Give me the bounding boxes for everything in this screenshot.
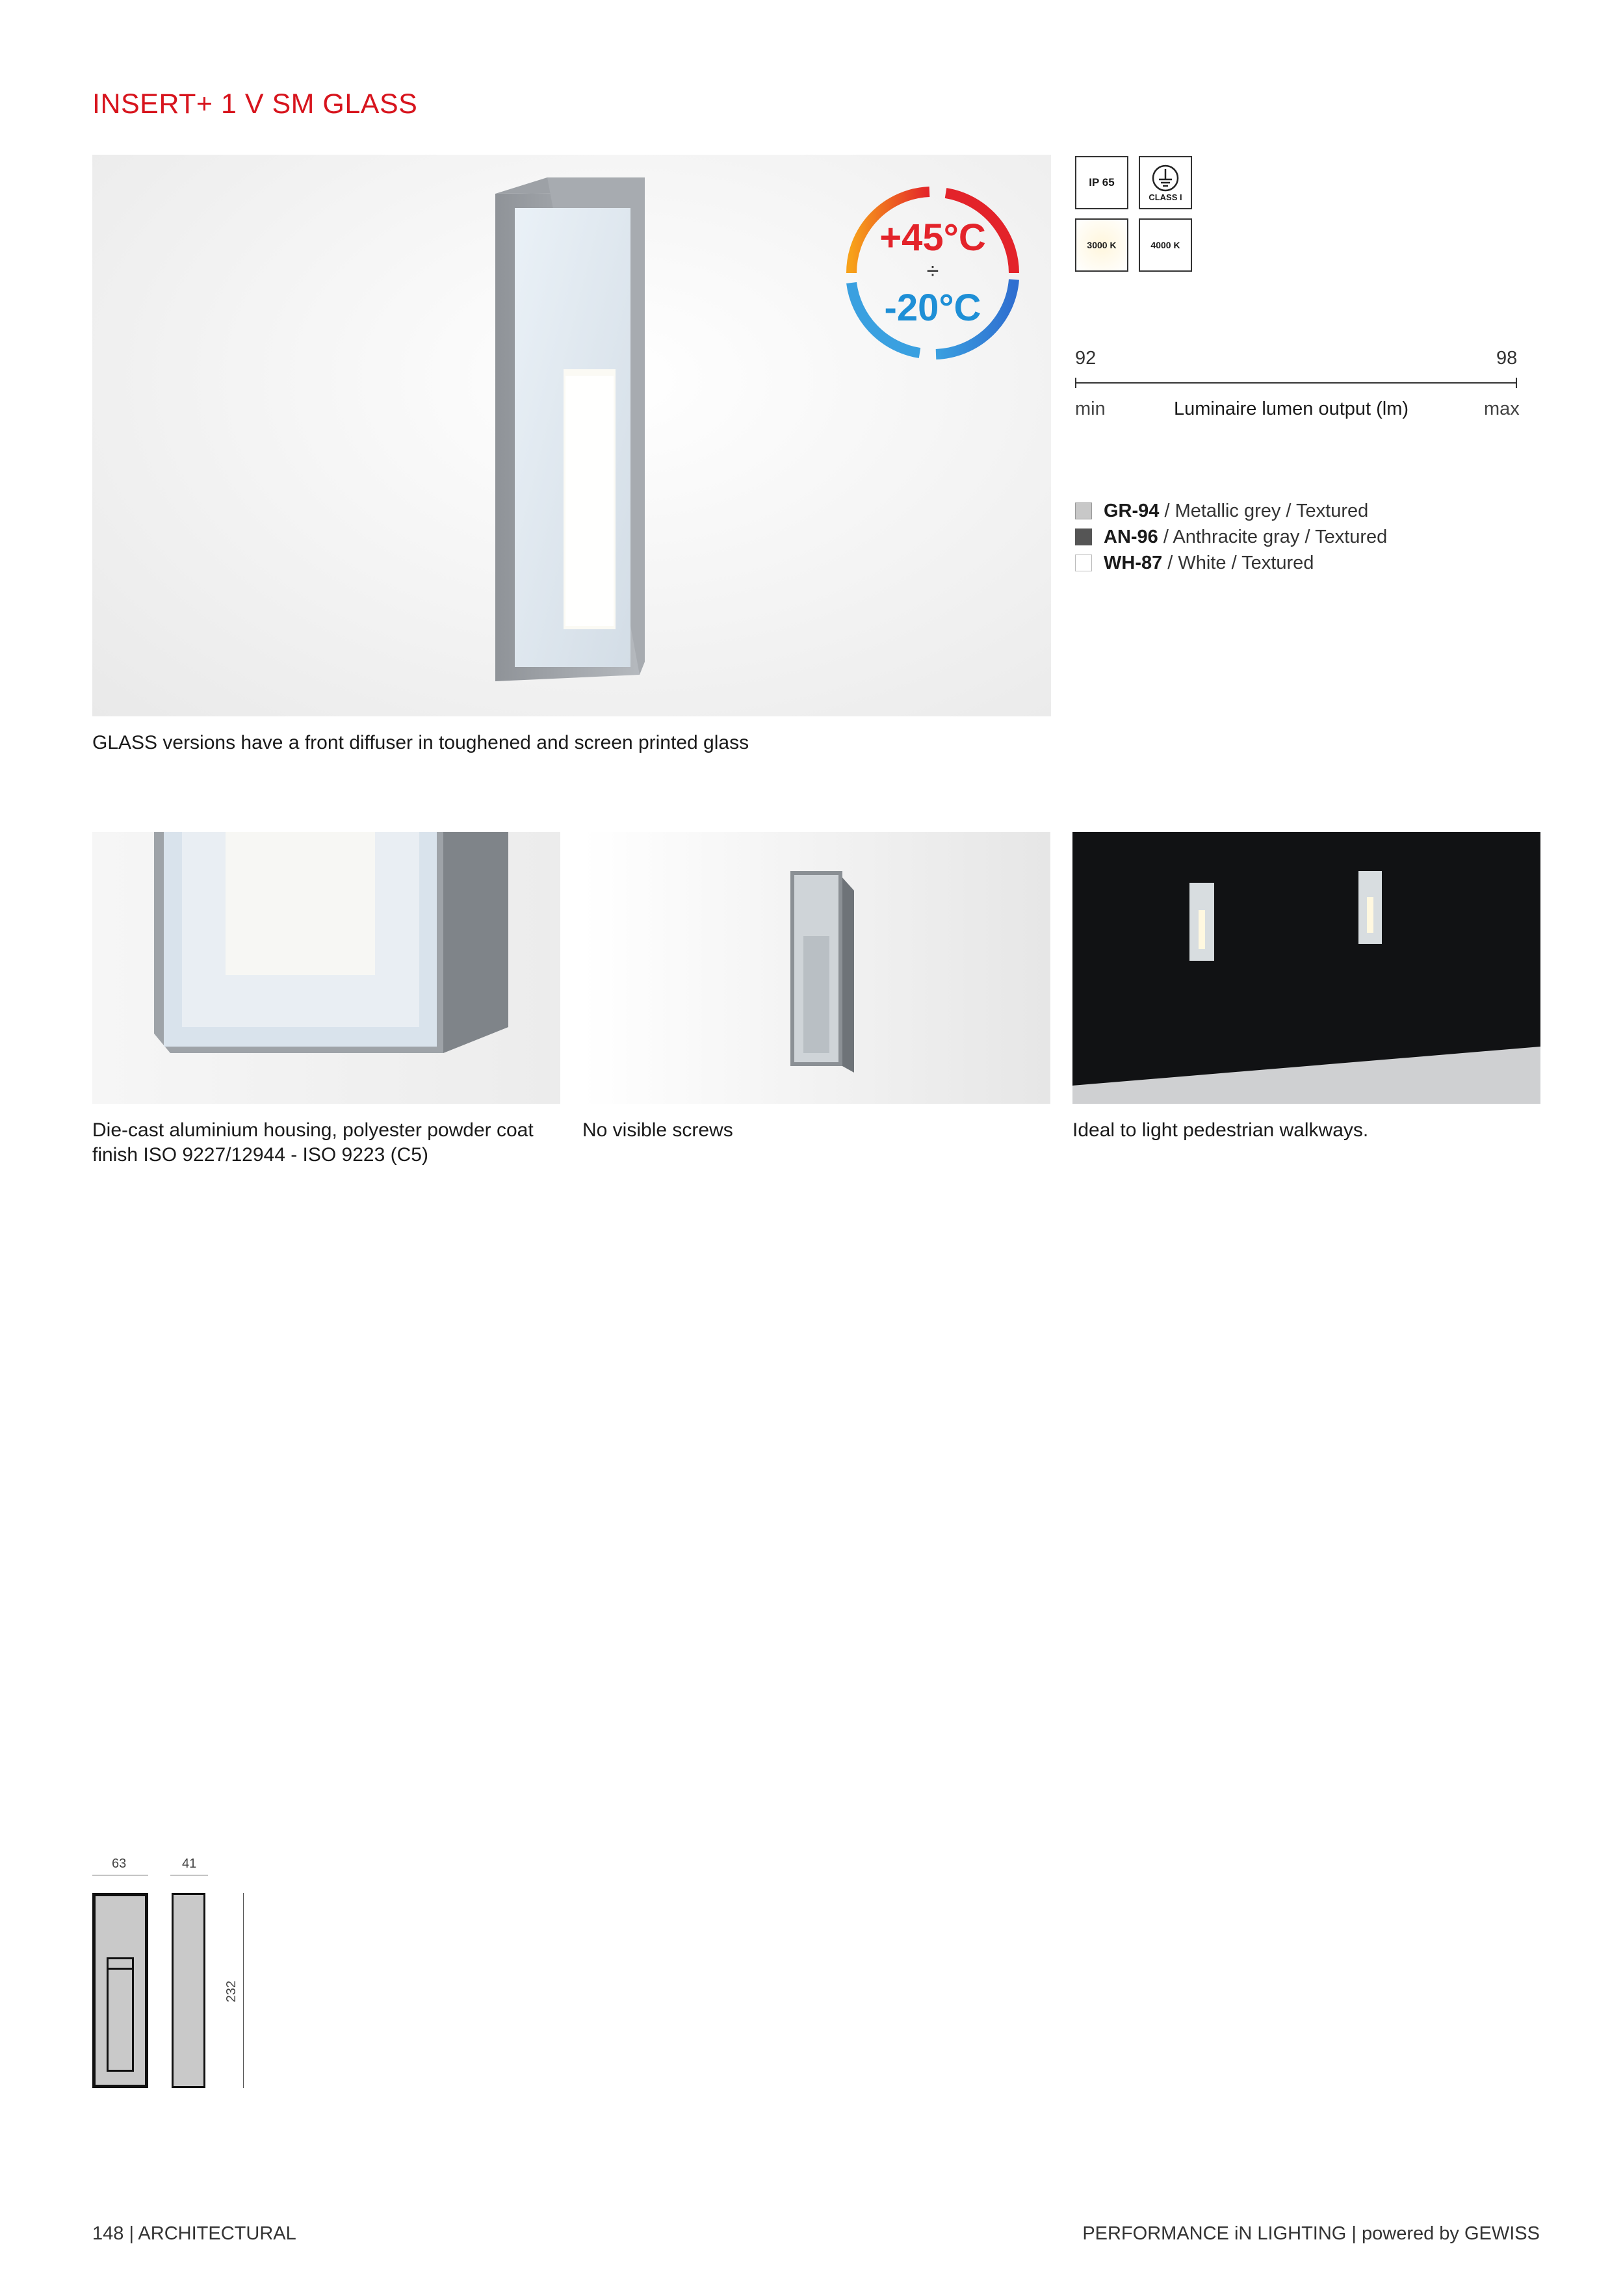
swatch-white (1075, 554, 1092, 571)
cct-3000-label: 3000 K (1087, 240, 1117, 250)
lumen-scale-tick-max (1516, 378, 1517, 388)
ip-rating-label: IP 65 (1089, 176, 1115, 189)
swatch-metallic-grey (1075, 502, 1092, 519)
dimension-depth-value: 41 (182, 1857, 197, 1871)
cct-4000-label: 4000 K (1150, 240, 1180, 250)
color-desc: / Anthracite gray / Textured (1158, 527, 1388, 547)
feature-caption-housing: Die-cast aluminium housing, polyester powder coat finish ISO 9227/12944 - ISO 9223 (C5) (92, 1119, 534, 1166)
lumen-min-value: 92 (1075, 348, 1097, 369)
housing-closeup-image (92, 832, 560, 1104)
footer-right: PERFORMANCE iN LIGHTING | powered by GEWISS (1082, 2223, 1540, 2244)
footer-left: 148 | ARCHITECTURAL (92, 2223, 296, 2244)
color-code: AN-96 (1104, 527, 1158, 547)
color-desc: / White / Textured (1162, 553, 1314, 573)
temperature-range-badge (838, 176, 1027, 364)
no-screws-image (582, 832, 1050, 1104)
color-desc: / Metallic grey / Textured (1159, 501, 1369, 521)
dimension-height-line (243, 1893, 244, 2088)
earth-ground-icon (1151, 164, 1180, 192)
housing-closeup-illustration (92, 832, 560, 1104)
feature-caption-walkways: Ideal to light pedestrian walkways. (1072, 1119, 1369, 1141)
feature-caption-screws: No visible screws (582, 1119, 733, 1141)
lumen-scale-line (1075, 382, 1517, 384)
product-front-illustration (582, 832, 1050, 1104)
front-view-drawing (92, 1893, 148, 2088)
cct-4000-badge (1139, 218, 1192, 272)
class-label: CLASS I (1149, 192, 1182, 202)
cct-3000-badge (1075, 218, 1128, 272)
color-option-gr94 (1075, 499, 1368, 523)
walkway-illustration (1072, 832, 1540, 1104)
lumen-scale-tick-min (1075, 378, 1076, 388)
ip-rating-badge (1075, 156, 1128, 209)
class-badge (1139, 156, 1192, 209)
color-code: WH-87 (1104, 553, 1163, 573)
side-view-drawing (172, 1893, 205, 2088)
color-option-wh87 (1075, 551, 1314, 575)
color-code: GR-94 (1104, 501, 1160, 521)
dimension-width-value: 63 (112, 1857, 127, 1871)
page-title: INSERT+ 1 V SM GLASS (92, 88, 418, 120)
lumen-max-label: max (1484, 398, 1520, 419)
lumen-min-label: min (1075, 398, 1106, 419)
lumen-label: Luminaire lumen output (lm) (1174, 398, 1409, 419)
hero-caption: GLASS versions have a front diffuser in toughened and screen printed glass (92, 732, 749, 753)
walkway-installation-image (1072, 832, 1540, 1104)
swatch-anthracite (1075, 528, 1092, 545)
color-option-an96 (1075, 525, 1387, 549)
temperature-min: -20°C (884, 287, 981, 329)
temperature-separator: ÷ (926, 259, 939, 283)
lumen-max-value: 98 (1496, 348, 1518, 369)
dimension-height-value: 232 (224, 1980, 239, 2003)
front-view-window-line (107, 1968, 134, 1970)
temperature-max: +45°C (879, 216, 986, 259)
front-view-window (107, 1957, 134, 2072)
